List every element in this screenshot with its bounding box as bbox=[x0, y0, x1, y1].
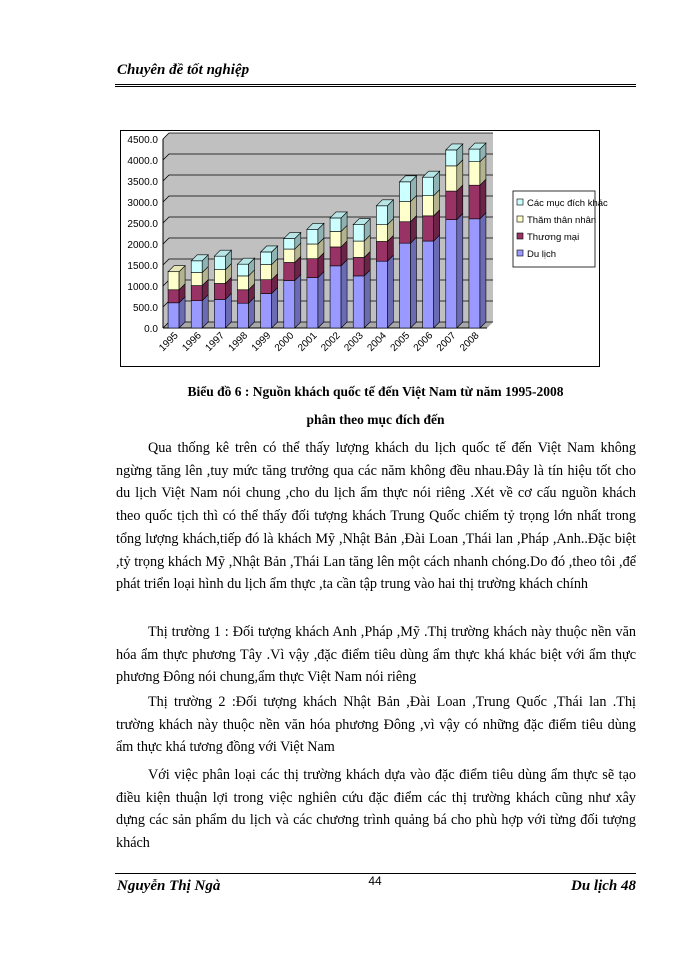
bar-segment bbox=[376, 206, 387, 225]
chart-frame bbox=[120, 130, 608, 367]
x-tick-label: 1997 bbox=[203, 330, 227, 354]
bar-segment bbox=[168, 303, 179, 328]
bar-segment bbox=[353, 276, 364, 328]
footer-course: Du lịch 48 bbox=[570, 878, 636, 894]
bar-segment bbox=[214, 256, 225, 269]
header-title: Chuyên đề tốt nghiệp bbox=[117, 62, 250, 78]
bar-segment bbox=[446, 191, 457, 220]
y-tick-label: 2500.0 bbox=[127, 219, 158, 230]
bar-segment bbox=[261, 252, 272, 265]
bar-segment bbox=[261, 294, 272, 328]
bar-segment-side bbox=[434, 235, 440, 328]
paragraph-market-2: Thị trường 2 :Đối tượng khách Nhật Bản ,Đài Loan ,Trung Quốc ,Thái lan .Thị trường khách này thuộc nền văn hóa phương Đông ,vì vậy có những đặc điểm tiêu dùng ẩm thực khá tương đồng với Việt Nam bbox=[116, 694, 636, 756]
bar-segment bbox=[423, 177, 434, 195]
bar-segment bbox=[469, 162, 480, 186]
paragraph-conclusion: Với việc phân loại các thị trường khách dựa vào đặc điểm tiêu dùng ẩm thực sẽ tạo điều kiện thuận lợi trong việc nghiên cứu đặc điểm các thị trường khách cũng như xây dựng các sản phẩm du lịch và các chương trình quảng bá cho phù hợp với từng đối tượng khách bbox=[116, 767, 636, 852]
bar-segment-side bbox=[457, 214, 463, 328]
plot-background bbox=[163, 133, 493, 328]
bar-segment-side bbox=[364, 270, 370, 328]
chart bbox=[121, 131, 608, 366]
plot-floor bbox=[163, 322, 493, 328]
bar-segment bbox=[191, 261, 202, 273]
bar-segment-side bbox=[387, 255, 393, 328]
y-tick-label: 1500.0 bbox=[127, 261, 158, 272]
header-rule bbox=[115, 84, 636, 87]
bar-segment bbox=[330, 218, 341, 231]
footer-author: Nguyễn Thị Ngà bbox=[117, 878, 221, 894]
x-tick-label: 1999 bbox=[249, 330, 274, 354]
bar-segment bbox=[400, 222, 411, 243]
page-number: 44 bbox=[368, 874, 382, 888]
x-tick-label: 1996 bbox=[180, 330, 204, 354]
bar-segment bbox=[330, 266, 341, 328]
x-tick-label: 2005 bbox=[388, 330, 413, 354]
bar-segment bbox=[307, 278, 318, 328]
x-tick-label: 2001 bbox=[296, 330, 320, 354]
bar-segment bbox=[284, 262, 295, 280]
bar-segment bbox=[400, 243, 411, 328]
bar-segment bbox=[469, 185, 480, 219]
bar-segment bbox=[446, 166, 457, 191]
legend-swatch bbox=[517, 216, 523, 222]
x-tick-label: 2004 bbox=[365, 330, 389, 354]
bar-segment bbox=[191, 301, 202, 328]
bar-segment bbox=[376, 225, 387, 242]
bar-segment bbox=[353, 257, 364, 275]
bar-segment bbox=[376, 261, 387, 328]
bar-segment-side bbox=[318, 272, 324, 328]
y-tick-label: 0.0 bbox=[144, 324, 158, 335]
bar-segment bbox=[214, 299, 225, 328]
chart-caption-line2: phân theo mục đích đến bbox=[306, 412, 445, 427]
legend-swatch bbox=[517, 233, 523, 239]
bar-segment bbox=[400, 182, 411, 202]
bar-segment bbox=[423, 241, 434, 328]
paragraph-market-1: Thị trường 1 : Đối tượng khách Anh ,Pháp ,Mỹ .Thị trường khách này thuộc nền văn hóa ẩm thực phương Tây .Vì vậy ,đặc điểm tiêu dùng ẩm thực khá khác biệt với ẩm thực phương Đông nói chung,ẩm thực Việt Nam nói riêng bbox=[116, 624, 636, 686]
bar-segment bbox=[168, 290, 179, 303]
legend-swatch bbox=[517, 199, 523, 205]
bar-segment-side bbox=[341, 260, 347, 328]
bar-segment bbox=[307, 229, 318, 244]
legend-label: Các mục đích khác bbox=[527, 198, 608, 209]
chart-caption-line1: Biểu đồ 6 : Nguồn khách quốc tế đến Việt Nam từ năm 1995-2008 bbox=[187, 384, 564, 399]
bar-segment-side bbox=[480, 213, 486, 328]
x-tick-label: 2003 bbox=[342, 330, 366, 354]
bar-segment bbox=[168, 272, 179, 290]
legend-label: Du lịch bbox=[527, 249, 557, 260]
y-tick-label: 3000.0 bbox=[127, 198, 158, 209]
bar-segment bbox=[400, 202, 411, 222]
bar-segment bbox=[261, 280, 272, 294]
y-tick-label: 500.0 bbox=[132, 303, 158, 314]
bar-segment bbox=[330, 247, 341, 266]
x-tick-label: 1998 bbox=[226, 330, 251, 354]
bar-segment bbox=[423, 196, 434, 216]
bar-segment bbox=[214, 270, 225, 284]
bar-segment bbox=[284, 281, 295, 328]
paragraph-overview: Qua thống kê trên có thể thấy lượng khách du lịch quốc tế đến Việt Nam không ngừng tăng lên ,tuy mức tăng trưởng qua các năm không đều nhau.Đây là tín hiệu tốt cho du lịch Việt Nam nói chung ,cho du lịch ẩm thực nói riêng .Xét về cơ cấu nguồn khách theo quốc tịch thì có thể thấy đối tượng khách Trung Quốc chiếm tỷ trọng lớn nhất trong tổng lượng khách,tiếp đó là khách Mỹ ,Nhật Bản ,Đài Loan ,Thái lan ,Pháp ,Anh..Đặc biệt ,tỷ trọng khách Mỹ ,Nhật Bản ,Thái Lan tăng lên một cách nhanh chóng.Do đó ,theo tôi ,để phát triển loại hình du lịch ẩm thực ,ta cần tập trung vào hai thị trường khách chính bbox=[116, 440, 636, 593]
x-tick-label: 1995 bbox=[157, 330, 181, 354]
bar-segment bbox=[446, 220, 457, 328]
y-tick-label: 1000.0 bbox=[127, 282, 158, 293]
bar-segment bbox=[330, 231, 341, 247]
bar-segment bbox=[284, 239, 295, 250]
bar-segment bbox=[446, 150, 457, 166]
bar-segment bbox=[284, 249, 295, 262]
x-tick-label: 2000 bbox=[272, 330, 297, 354]
x-tick-label: 2006 bbox=[411, 330, 436, 354]
bar-segment bbox=[238, 290, 249, 303]
bar-segment bbox=[261, 265, 272, 280]
bar-segment bbox=[191, 273, 202, 286]
bar-segment bbox=[469, 149, 480, 162]
y-tick-label: 2000.0 bbox=[127, 240, 158, 251]
y-tick-label: 3500.0 bbox=[127, 177, 158, 188]
bar-segment bbox=[307, 259, 318, 278]
bar-segment bbox=[376, 241, 387, 261]
x-tick-label: 2007 bbox=[434, 330, 459, 354]
x-tick-label: 2002 bbox=[319, 330, 343, 354]
legend-label: Thăm thân nhân bbox=[527, 215, 597, 226]
legend-label: Thương mại bbox=[527, 232, 580, 243]
bar-segment-side bbox=[411, 237, 417, 328]
bar-segment bbox=[214, 283, 225, 299]
bar-segment-side bbox=[272, 288, 278, 328]
bar-segment bbox=[469, 219, 480, 328]
bar-segment bbox=[353, 225, 364, 241]
bar-segment bbox=[307, 244, 318, 259]
bar-segment bbox=[353, 241, 364, 257]
bar-segment-side bbox=[480, 179, 486, 219]
bar-segment bbox=[423, 216, 434, 241]
y-tick-label: 4000.0 bbox=[127, 156, 158, 167]
bar-segment-side bbox=[295, 275, 301, 328]
legend-swatch bbox=[517, 250, 523, 256]
bar-segment bbox=[238, 276, 249, 290]
bar-segment bbox=[191, 286, 202, 301]
y-tick-label: 4500.0 bbox=[127, 135, 158, 146]
bar-segment bbox=[238, 303, 249, 328]
bar-segment bbox=[238, 264, 249, 276]
x-tick-label: 2008 bbox=[458, 330, 482, 354]
